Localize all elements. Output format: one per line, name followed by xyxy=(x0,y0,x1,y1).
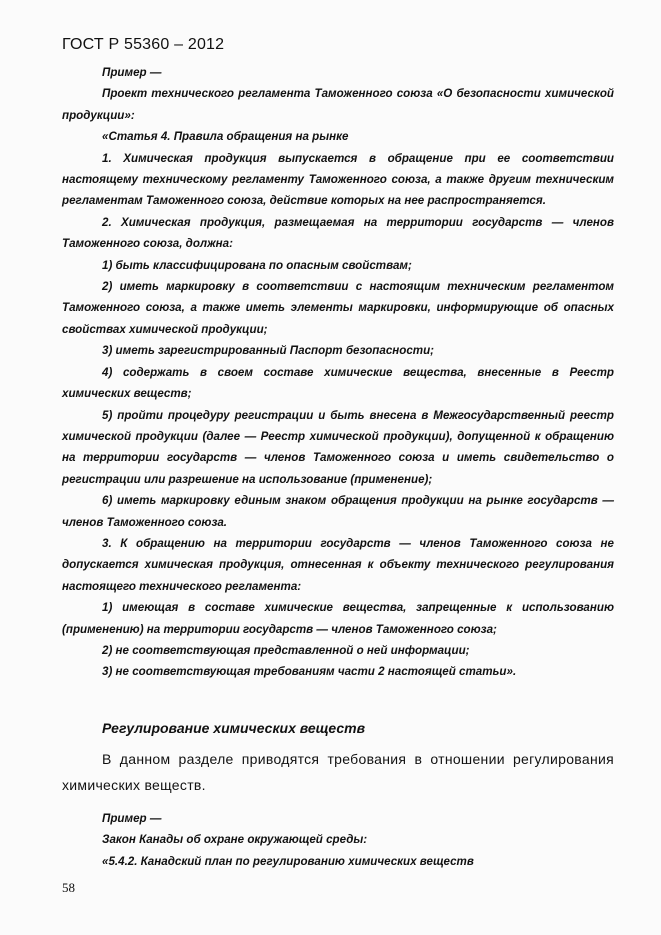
paragraph: 5) пройти процедуру регистрации и быть внесена в Межгосударственный реестр химической продукции (далее — Реестр химической продукции), допущенной к обращению на территории государств — членов Таможенного союза и иметь свидетельство о регистрации или разрешение на использование (применение); xyxy=(62,408,614,486)
paragraph: 3. К обращению на территории государств — членов Таможенного союза не допускается химическая продукция, отнесенная к объекту технического регулирования настоящего технического регламента: xyxy=(62,536,614,593)
paragraph: Закон Канады об охране окружающей среды: xyxy=(102,833,368,847)
paragraph: 2) не соответствующая представленной о ней информации; xyxy=(102,643,470,657)
document-header: ГОСТ Р 55360 – 2012 xyxy=(62,36,225,53)
paragraph: 3) иметь зарегистрированный Паспорт безопасности; xyxy=(102,344,435,358)
paragraph: Проект технического регламента Таможенного союза «О безопасности химической продукции»: xyxy=(62,87,614,122)
paragraph: 1. Химическая продукция выпускается в обращение при ее соответствии настоящему техническому регламенту Таможенного союза, а также другим техническим регламентам Таможенного союза, действие которых на нее распространяется. xyxy=(62,151,614,208)
paragraph: «5.4.2. Канадский план по регулированию химических веществ xyxy=(102,854,474,868)
paragraph: 1) имеющая в составе химические вещества, запрещенные к использованию (применению) на территории государств — членов Таможенного союза; xyxy=(62,601,614,636)
example-label: Пример — xyxy=(102,812,162,825)
paragraph: 2. Химическая продукция, размещаемая на территории государств — членов Таможенного союза, должна: xyxy=(62,215,614,251)
section-paragraph: В данном разделе приводятся требования в отношении регулирования химических веществ. xyxy=(62,751,614,793)
paragraph: 4) содержать в своем составе химические вещества, внесенные в Реестр химических веществ; xyxy=(62,365,614,401)
paragraph: 6) иметь маркировку единым знаком обращения продукции на рынке государств — членов Таможенного союза. xyxy=(62,494,614,529)
section-heading: Регулирование химических веществ xyxy=(102,720,366,736)
paragraph: 3) не соответствующая требованиям части 2 настоящей статьи». xyxy=(102,665,517,679)
example-2 xyxy=(62,808,614,872)
example-label: Пример — xyxy=(102,66,162,79)
section-body xyxy=(62,746,614,798)
paragraph: 1) быть классифицирована по опасным свойствам; xyxy=(102,258,412,272)
example-1 xyxy=(62,62,614,683)
paragraph: 2) иметь маркировку в соответствии с настоящим техническим регламентом Таможенного союза, а также иметь элементы маркировки, информирующие об опасных свойствах химической продукции; xyxy=(62,280,614,336)
paragraph: «Статья 4. Правила обращения на рынке xyxy=(102,130,349,144)
page-number: 58 xyxy=(62,880,75,895)
